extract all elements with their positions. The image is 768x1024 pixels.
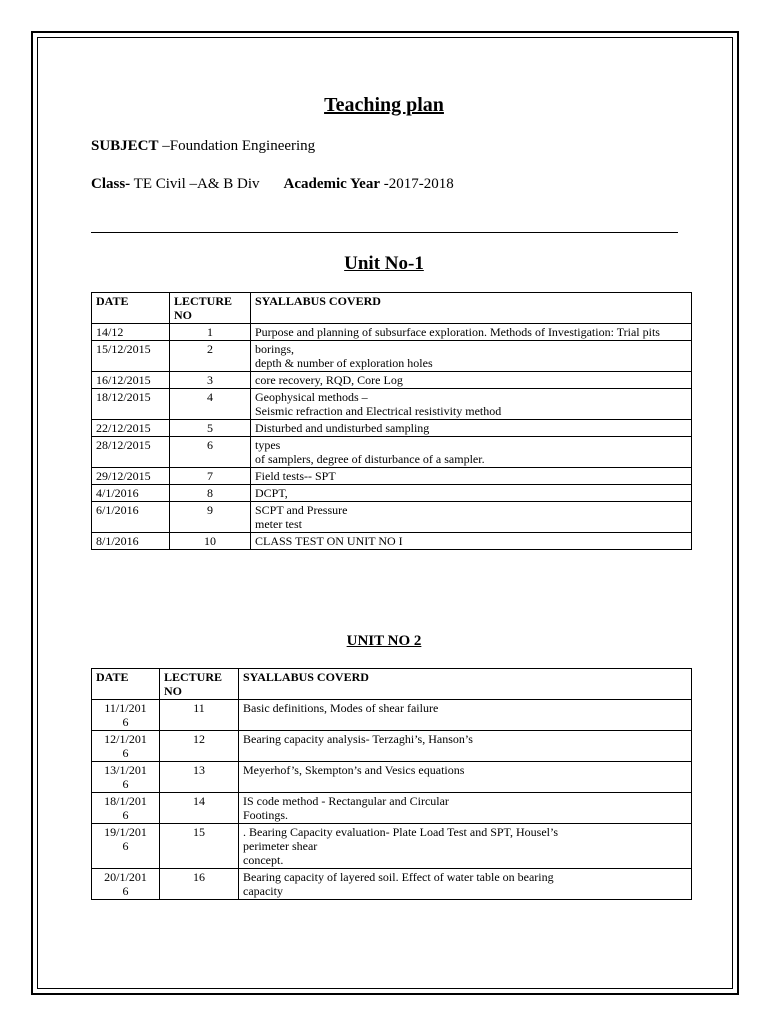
date-cell: 12/1/201 6: [92, 731, 160, 762]
lecture-no-cell: 16: [160, 869, 239, 900]
table-row: [92, 420, 692, 437]
table-row: [92, 533, 692, 550]
syllabus-cell: core recovery, RQD, Core Log: [251, 372, 692, 389]
lecture-no-cell: 11: [160, 700, 239, 731]
table-row: [92, 468, 692, 485]
syllabus-cell: DCPT,: [251, 485, 692, 502]
syllabus-header: SYALLABUS COVERD: [239, 669, 692, 700]
syllabus-header: SYALLABUS COVERD: [251, 293, 692, 324]
date-cell: 14/12: [92, 324, 170, 341]
date-cell: 13/1/201 6: [92, 762, 160, 793]
date-cell: 11/1/201 6: [92, 700, 160, 731]
lecture-no-cell: 7: [170, 468, 251, 485]
date-cell: 22/12/2015: [92, 420, 170, 437]
lecture-no-cell: 3: [170, 372, 251, 389]
subject-value: –Foundation Engineering: [158, 138, 316, 154]
lecture-no-cell: 9: [170, 502, 251, 533]
lecture-no-cell: 4: [170, 389, 251, 420]
syllabus-cell: Bearing capacity analysis- Terzaghi’s, Hanson’s: [239, 731, 692, 762]
syllabus-cell: borings, depth & number of exploration holes: [251, 341, 692, 372]
page-title: Teaching plan: [324, 94, 444, 116]
lecture-no-cell: 12: [160, 731, 239, 762]
syllabus-cell: Field tests-- SPT: [251, 468, 692, 485]
table-row: [92, 731, 692, 762]
date-cell: 19/1/201 6: [92, 824, 160, 869]
date-cell: 4/1/2016: [92, 485, 170, 502]
syllabus-cell: SCPT and Pressure meter test: [251, 502, 692, 533]
table-row: [92, 700, 692, 731]
table-row: [92, 341, 692, 372]
lecture-no-cell: 8: [170, 485, 251, 502]
date-cell: 20/1/201 6: [92, 869, 160, 900]
date-cell: 6/1/2016: [92, 502, 170, 533]
unit1-heading: Unit No-1: [344, 253, 424, 274]
table-header-row: [92, 669, 692, 700]
date-header: DATE: [92, 293, 170, 324]
lecture-no-header: LECTURE NO: [170, 293, 251, 324]
table-row: [92, 324, 692, 341]
lecture-no-cell: 1: [170, 324, 251, 341]
lecture-no-cell: 14: [160, 793, 239, 824]
date-cell: 18/1/201 6: [92, 793, 160, 824]
date-cell: 15/12/2015: [92, 341, 170, 372]
lecture-no-cell: 10: [170, 533, 251, 550]
lecture-no-cell: 6: [170, 437, 251, 468]
class-value: TE Civil –A& B Div: [130, 176, 260, 192]
table-row: [92, 502, 692, 533]
syllabus-cell: Meyerhof’s, Skempton’s and Vesics equations: [239, 762, 692, 793]
lecture-no-cell: 5: [170, 420, 251, 437]
syllabus-cell: CLASS TEST ON UNIT NO I: [251, 533, 692, 550]
academic-year-value: -2017-2018: [380, 176, 454, 192]
date-cell: 16/12/2015: [92, 372, 170, 389]
date-cell: 29/12/2015: [92, 468, 170, 485]
syllabus-cell: Purpose and planning of subsurface exploration. Methods of Investigation: Trial pits: [251, 324, 692, 341]
unit1-table: [91, 292, 692, 550]
unit2-heading: UNIT NO 2: [346, 633, 422, 649]
lecture-no-cell: 2: [170, 341, 251, 372]
table-row: [92, 372, 692, 389]
date-cell: 18/12/2015: [92, 389, 170, 420]
lecture-no-header: LECTURE NO: [160, 669, 239, 700]
table-row: [92, 762, 692, 793]
table-row: [92, 824, 692, 869]
syllabus-cell: Geophysical methods – Seismic refraction and Electrical resistivity method: [251, 389, 692, 420]
date-header: DATE: [92, 669, 160, 700]
academic-year-label: Academic Year: [283, 176, 380, 192]
table-row: [92, 485, 692, 502]
table-row: [92, 869, 692, 900]
unit2-table: [91, 668, 692, 900]
date-cell: 8/1/2016: [92, 533, 170, 550]
class-line: [91, 176, 454, 193]
syllabus-cell: Disturbed and undisturbed sampling: [251, 420, 692, 437]
subject-label: SUBJECT: [91, 138, 159, 154]
syllabus-cell: . Bearing Capacity evaluation- Plate Load Test and SPT, Housel’s perimeter shear concept.: [239, 824, 692, 869]
horizontal-rule: [91, 232, 678, 233]
table-row: [92, 437, 692, 468]
syllabus-cell: Basic definitions, Modes of shear failure: [239, 700, 692, 731]
syllabus-cell: IS code method - Rectangular and Circular Footings.: [239, 793, 692, 824]
lecture-no-cell: 15: [160, 824, 239, 869]
syllabus-cell: types of samplers, degree of disturbance of a sampler.: [251, 437, 692, 468]
subject-line: [91, 138, 315, 155]
syllabus-cell: Bearing capacity of layered soil. Effect of water table on bearing capacity: [239, 869, 692, 900]
table-row: [92, 389, 692, 420]
table-row: [92, 793, 692, 824]
table-header-row: [92, 293, 692, 324]
class-label: Class-: [91, 176, 131, 192]
date-cell: 28/12/2015: [92, 437, 170, 468]
lecture-no-cell: 13: [160, 762, 239, 793]
